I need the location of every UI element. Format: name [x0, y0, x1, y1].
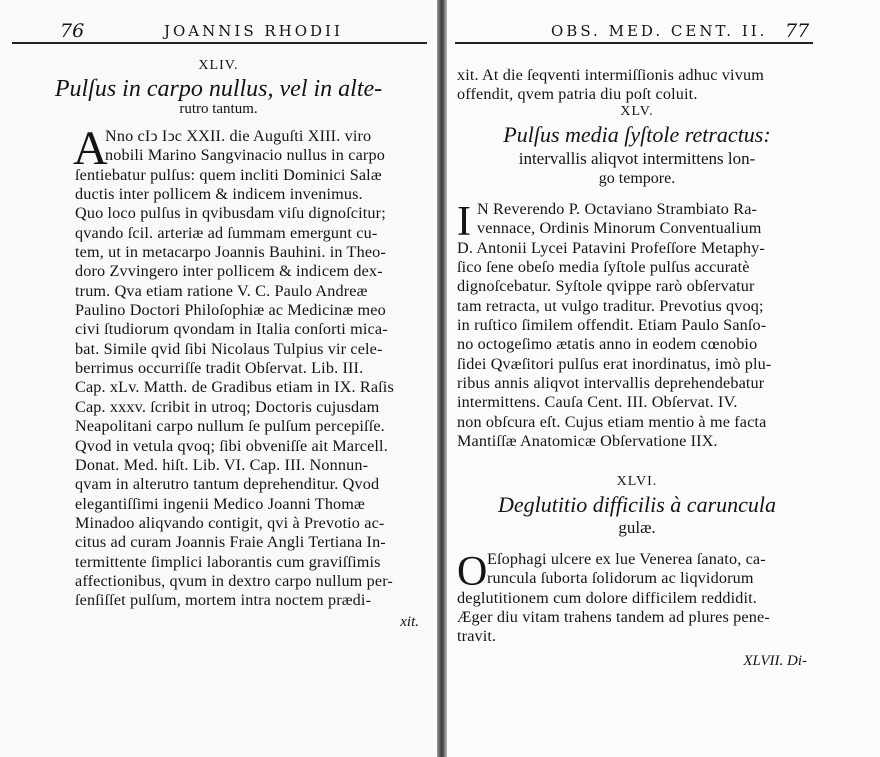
right-obs-xlv-text — [457, 200, 817, 451]
text-line: runcula ſuborta ſolidorum ac liqvidorum — [487, 569, 754, 588]
text-line: Neapolitani carpo nullum ſe pulſum percepiſſe. — [75, 417, 385, 436]
xlv-body-lines — [457, 239, 817, 452]
text-line: intermittens. Cauſa Cent. III. Obſervat. IV. — [457, 393, 738, 412]
text-line: Eſophagi ulcere ex lue Venerea ſanato, ca- — [487, 550, 766, 568]
obs-number: XLV. — [620, 104, 654, 119]
text-line: nobili Marino Sangvinacio nullus in carpo — [105, 146, 385, 165]
drop-cap-paragraph — [457, 549, 817, 595]
left-page — [0, 0, 437, 757]
text-line: xit. At die ſeqventi intermiſſionis adhuc vivum — [457, 66, 764, 84]
drop-cap: A — [73, 122, 108, 175]
right-running-title: OBS. MED. CENT. II. — [551, 22, 768, 40]
text-line: affectionibus, qvum in dextro carpo nullum per- — [75, 571, 393, 590]
left-obs-xliv — [0, 58, 437, 118]
right-carry-text — [457, 66, 817, 105]
obs-subheading-line: intervallis aliqvot intermittens lon- — [518, 149, 756, 168]
text-line: Minadoo aliqvando contigit, qvi à Prevotio ac- — [75, 513, 385, 532]
text-line: ribus annis aliqvot intervallis deprehendebatur — [457, 374, 765, 393]
right-page — [447, 0, 880, 757]
text-line: Cap. xxxv. ſcribit in utroq; Doctoris cujusdam — [75, 397, 380, 416]
obs-subheading-line: go tempore. — [598, 170, 676, 187]
left-running-title: JOANNIS RHODII — [164, 22, 343, 40]
text-line: N Reverendo P. Octaviano Strambiato Ra- — [477, 200, 758, 218]
text-line: travit. — [457, 627, 497, 646]
right-page-number: 77 — [785, 20, 810, 42]
text-line: non obſcura eſt. Cujus etiam mentio à me facta — [457, 412, 767, 431]
text-line: civi ſtudiorum qvondam in Italia conſorti mica- — [75, 320, 388, 339]
obs-number: XLVI. — [616, 474, 658, 489]
text-line: tem, ut in metacarpo Joannis Bauhini. in Theo- — [75, 243, 386, 262]
text-line: berrimus occurriſſe tradit Obſervat. Lib. III. — [75, 359, 364, 378]
right-catchword: XLVII. Di- — [743, 652, 807, 669]
left-page-number: 76 — [60, 20, 85, 42]
text-line: tam retracta, ut vulgo traditur. Prevotius qvoq; — [457, 296, 764, 315]
text-line: vennace, Ordinis Minorum Conventualium — [477, 219, 762, 238]
right-obs-xlvi-heading — [447, 474, 827, 537]
right-obs-xlv-heading — [447, 104, 827, 188]
text-line: doro Zvvingero inter pollicem & indicem dex- — [75, 262, 383, 281]
text-line: elegantiſſimi ingenii Medico Joanni Thomæ — [75, 494, 365, 513]
text-line: in ruſtico ſimilem offendit. Etiam Paulo Sanſo- — [457, 316, 767, 335]
text-line: Paulino Doctori Philoſophiæ ac Medicinæ meo — [75, 301, 386, 320]
text-line: Qvod in vetula qvoq; ſibi obveniſſe ait Marcell. — [75, 436, 388, 455]
text-line: no octogeſimo ætatis anno in eodem cœnobio — [457, 335, 758, 354]
text-line: trum. Qva etiam ratione V. C. Paulo Andreæ — [75, 281, 368, 300]
left-catchword: xit. — [400, 613, 419, 630]
text-line: ſico ſene obeſo media ſyſtole pulſus accuratè — [457, 258, 750, 277]
right-running-head — [455, 18, 813, 44]
obs-heading-line: Deglutitio difficilis à caruncula — [497, 492, 777, 517]
obs-heading-line: gulæ. — [618, 518, 656, 537]
drop-cap: I — [457, 199, 471, 245]
text-line: citus ad curam Joannis Fraie Angli Tertiana In- — [75, 533, 386, 552]
right-obs-xlvi-text — [457, 550, 817, 670]
left-body-lines — [75, 166, 425, 611]
text-line: ſenſiſſet pulſum, mortem intra noctem prædi- — [75, 591, 372, 610]
text-line: ductis inter pollicem & indicem invenimus. — [75, 185, 363, 204]
obs-heading-line: rutro tantum. — [179, 101, 258, 117]
obs-heading-line: Pulſus media ſyſtole retractus: — [503, 122, 771, 147]
text-line: offendit, qvem patria diu poſt coluit. — [457, 85, 698, 104]
text-line: ſidei Qvæſitori pulſus erat inordinatus, imò plu- — [457, 354, 772, 373]
text-line: qvando ſcil. arteriæ ad ſummam emergunt cu- — [75, 223, 378, 242]
drop-cap-paragraph — [457, 199, 817, 245]
text-line: Donat. Med. hiſt. Lib. VI. Cap. III. Nonnun- — [75, 455, 369, 474]
obs-number: XLIV. — [198, 58, 239, 73]
xlvi-body-lines — [457, 589, 817, 647]
text-line: Mantiſſæ Anatomicæ Obſervatione IIX. — [457, 432, 718, 451]
text-line: Nno cIↄ Iↄc XXII. die Auguſti XIII. viro — [105, 127, 372, 145]
text-line: Æger diu vitam trahens tandem ad plures pene- — [457, 608, 770, 627]
text-line: deglutitionem cum dolore difficilem reddidit. — [457, 588, 758, 607]
text-line: D. Antonii Lycei Patavini Profeſſore Metaphy- — [457, 238, 765, 257]
book-gutter — [437, 0, 447, 757]
left-running-head — [12, 18, 427, 44]
text-line: Quo loco pulſus in qvibusdam viſu dignoſcitur; — [75, 204, 386, 223]
text-line: bat. Simile qvid ſibi Nicolaus Tulpius vir cele- — [75, 339, 383, 358]
text-line: ſentiebatur pulſus: quem incliti Dominici Salæ — [75, 165, 382, 184]
text-line: dignoſcebatur. Syſtole qvippe rarò obſervatur — [457, 277, 755, 296]
left-text-block — [73, 122, 425, 631]
drop-cap: O — [457, 549, 488, 595]
text-line: qvam in alterutro tantum deprehenditur. Qvod — [75, 475, 380, 494]
text-line: termittente ſimplici laborantis cum graviſſimis — [75, 552, 381, 571]
text-line: Cap. xLv. Matth. de Gradibus etiam in IX. Raſis — [75, 378, 394, 397]
obs-heading-line: Pulſus in carpo nullus, vel in alte- — [54, 76, 383, 102]
